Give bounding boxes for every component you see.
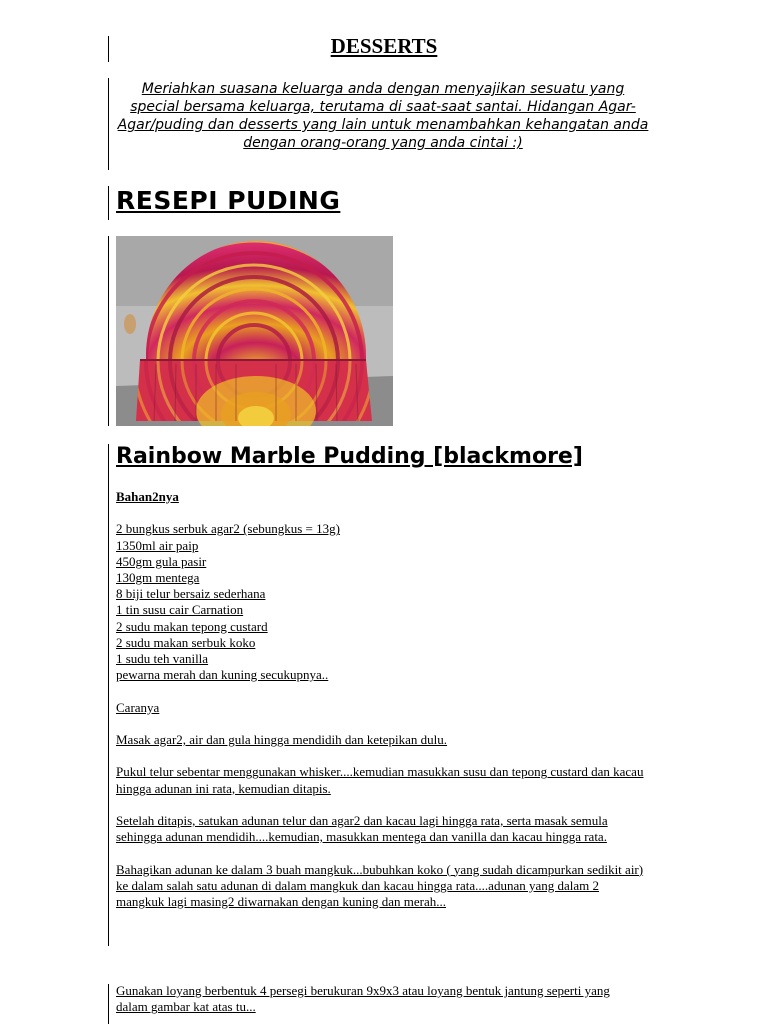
margin-bar-final [108,984,109,1024]
step-list [116,732,646,910]
ingredient-item: 8 biji telur bersaiz sederhana [116,586,266,602]
pudding-photo [116,236,393,426]
intro-text: Meriahkan suasana keluarga anda dengan menyajikan sesuatu yang special bersama keluarga, terutama di saat-saat santai. Hidangan Agar-Agar/puding dan desserts yang lain untuk menambahkan kehangatan anda dengan orang-orang yang anda cintai :) [117,81,649,151]
ingredient-item: 1 tin susu cair Carnation [116,602,244,618]
method-step: Pukul telur sebentar menggunakan whisker....kemudian masukkan susu dan tepong custard dan kacau hingga adunan ini rata, kemudian ditapis. [116,764,644,796]
ingredient-item: 1 sudu teh vanilla [116,651,209,667]
margin-bar-heading [108,186,109,220]
margin-bar-intro [108,78,109,170]
recipe-body [116,489,646,910]
ingredient-item: 2 bungkus serbuk agar2 (sebungkus = 13g) [116,521,340,537]
ingredient-item: 2 sudu makan serbuk koko [116,634,256,650]
final-step: Gunakan loyang berbentuk 4 persegi berukuran 9x9x3 atau loyang bentuk jantung seperti yang dalam gambar kat atas tu... [116,983,610,1015]
method-step: Masak agar2, air dan gula hingga mendidih dan ketepikan dulu. [116,732,448,747]
method-label: Caranya [116,699,160,715]
ingredients-label: Bahan2nya [116,489,179,504]
method-step: Setelah ditapis, satukan adunan telur dan agar2 dan kacau lagi hingga rata, serta masak semula sehingga adunan mendidih....kemudian, masukkan mentega dan vanilla dan kacau hingga rata. [116,812,608,845]
ingredient-item: pewarna merah dan kuning secukupnya.. [116,667,329,683]
ingredient-item: 450gm gula pasir [116,553,207,569]
section-heading: RESEPI PUDING [116,186,341,215]
ingredient-item: 2 sudu makan tepong custard [116,618,268,634]
margin-bar-recipe [108,444,109,946]
ingredient-item: 130gm mentega [116,570,200,585]
method-step: Bahagikan adunan ke dalam 3 buah mangkuk...bubuhkan koko ( yang sudah dicampurkan sedikit air) ke dalam salah satu adunan di dalam mangkuk dan kacau hingga rata....adunan yang dalam 2 mangkuk lagi masing2 diwarnakan dengan kuning dan merah... [116,861,644,909]
ingredient-list [116,521,646,683]
page-title: DESSERTS [330,34,438,58]
margin-bar-photo [108,236,109,426]
recipe-title: Rainbow Marble Pudding [blackmore] [116,444,583,469]
ingredient-item: 1350ml air paip [116,537,199,553]
pudding-image [116,236,393,426]
